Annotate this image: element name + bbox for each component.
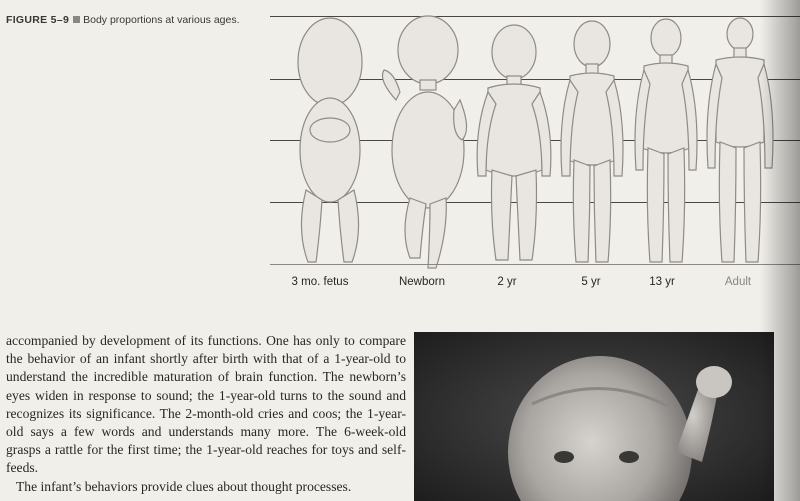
age-label-5yr: 5 yr [581,276,601,288]
adult-figure [707,18,773,262]
baby-photo [414,332,774,501]
figure-caption [6,14,240,26]
body-figures-illustration [250,0,800,270]
caption-square-icon [73,16,80,23]
two-year-figure [477,25,551,260]
smiling-baby-photo-icon [414,332,774,501]
fetus-figure [298,18,362,262]
newborn-figure [383,16,467,268]
age-label-13yr: 13 yr [649,276,675,288]
body-paragraph: accompanied by development of its functions. One has only to compare the behavior of an infant shortly after birth with that of a 1-year-old to understand the incredible maturation of brain function. The newborn’s eyes widen in response to sound; the 1-year-old turns to the sound and recognizes its significance. The 2-month-old cries and coos; the 1-year-old says a few words and understands many more. The 6-week-old grasps a rattle for the first time; the 1-year-old reaches for toys and self-feeds. [6,333,406,476]
body-paragraph: The infant’s behaviors provide clues about thought processes. [16,478,352,494]
body-text-column [6,332,406,496]
thirteen-year-figure [635,19,697,262]
figure-baseline-rule [270,264,800,265]
figure-caption-text: Body proportions at various ages. [83,14,240,26]
figure-number: FIGURE 5–9 [6,14,70,26]
age-label-2yr: 2 yr [497,276,517,288]
five-year-figure [561,21,623,262]
age-label-adult: Adult [724,276,752,288]
age-label-newborn: Newborn [398,276,446,288]
body-proportions-figure [250,0,800,300]
age-label-fetus: 3 mo. fetus [291,276,349,288]
